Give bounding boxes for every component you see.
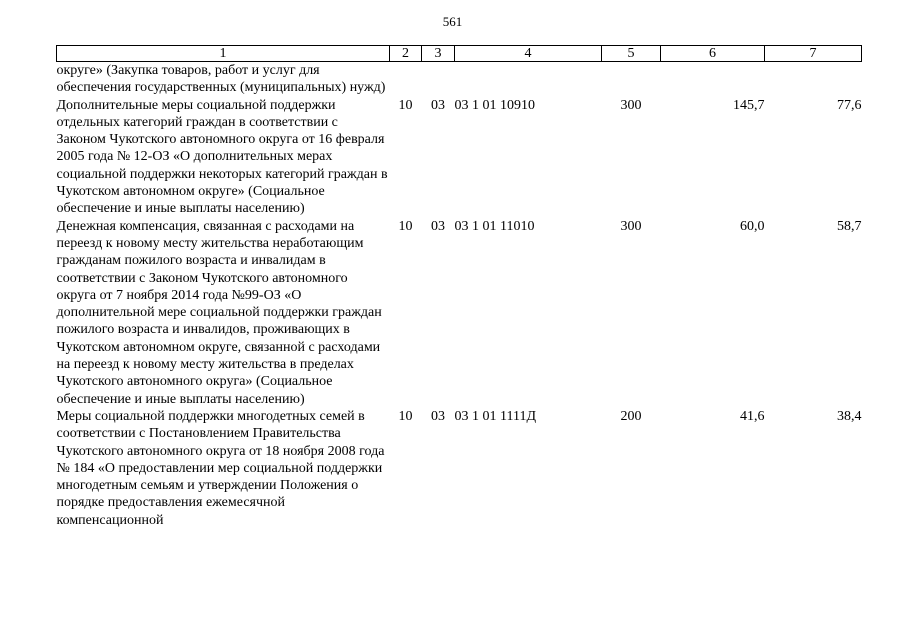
row-subsection: 03 xyxy=(431,218,445,234)
row-amount-2: 77,6 xyxy=(837,97,862,113)
row-subsection: 03 xyxy=(431,97,445,113)
row-amount-1: 41,6 xyxy=(740,408,765,424)
row-code: 03 1 01 11010 xyxy=(454,218,535,234)
budget-table xyxy=(56,45,862,529)
row-section: 10 xyxy=(398,408,413,424)
header-col-3: 3 xyxy=(422,46,455,62)
row-code: 03 1 01 1111Д xyxy=(454,408,536,424)
row-name: Дополнительные меры социальной поддержки отдельных категорий граждан в соответствии с Законом Чукотского автономного округа от 16 февраля 2005 года № 12-ОЗ «О дополнительных мерах социальной поддержки некоторых категорий граждан в Чукотском автономном округе» (Социальное обеспечение и иные выплаты населению) xyxy=(56,97,388,217)
row-amount-2: 58,7 xyxy=(837,218,862,234)
row-amount-2 xyxy=(765,62,862,97)
header-row xyxy=(57,46,862,62)
row-name: округе» (Закупка товаров, работ и услуг для обеспечения государственных (муниципальных) нужд) xyxy=(56,63,386,96)
row-type: 200 xyxy=(620,408,642,424)
row-section xyxy=(390,62,422,97)
table-row xyxy=(57,408,862,529)
header-col-2: 2 xyxy=(390,46,422,62)
page-number: 561 xyxy=(442,14,463,29)
row-section: 10 xyxy=(398,97,413,113)
header-col-4: 4 xyxy=(455,46,602,62)
table-header xyxy=(57,46,862,62)
table-row xyxy=(57,97,862,218)
row-amount-1: 60,0 xyxy=(740,218,765,234)
table-body xyxy=(57,62,862,530)
header-col-1: 1 xyxy=(57,46,390,62)
row-section: 10 xyxy=(398,218,413,234)
row-code: 03 1 01 10910 xyxy=(454,97,535,113)
row-amount-1: 145,7 xyxy=(733,97,765,113)
table-row xyxy=(57,218,862,408)
row-amount-1 xyxy=(661,62,765,97)
row-amount-2: 38,4 xyxy=(837,408,862,424)
row-code xyxy=(455,62,602,97)
row-type: 300 xyxy=(620,218,642,234)
row-subsection xyxy=(422,62,455,97)
header-col-6: 6 xyxy=(661,46,765,62)
row-type: 300 xyxy=(620,97,642,113)
header-col-7: 7 xyxy=(765,46,862,62)
row-subsection: 03 xyxy=(431,408,445,424)
row-name: Меры социальной поддержки многодетных семей в соответствии с Постановлением Правительства Чукотского автономного округа от 18 ноября 2008 года № 184 «О предоставлении мер социальной поддержки многодетным семьям и утверждении Положения о порядке предоставления ежемесячной компенсационной xyxy=(56,408,385,528)
header-col-5: 5 xyxy=(602,46,661,62)
row-type xyxy=(602,62,661,97)
table-row xyxy=(57,62,862,97)
row-name: Денежная компенсация, связанная с расходами на переезд к новому месту жительства неработающим гражданам пожилого возраста и инвалидам в соответствии с Законом Чукотского автономного округа от 7 ноября 2014 года №99-ОЗ «О дополнительной мере социальной поддержки граждан пожилого возраста и инвалидов, проживающих в Чукотском автономном округе, связанной с расходами на переезд к новому месту жительства в пределах Чукотского автономного округа» (Социальное обеспечение и иные выплаты населению) xyxy=(56,218,382,407)
